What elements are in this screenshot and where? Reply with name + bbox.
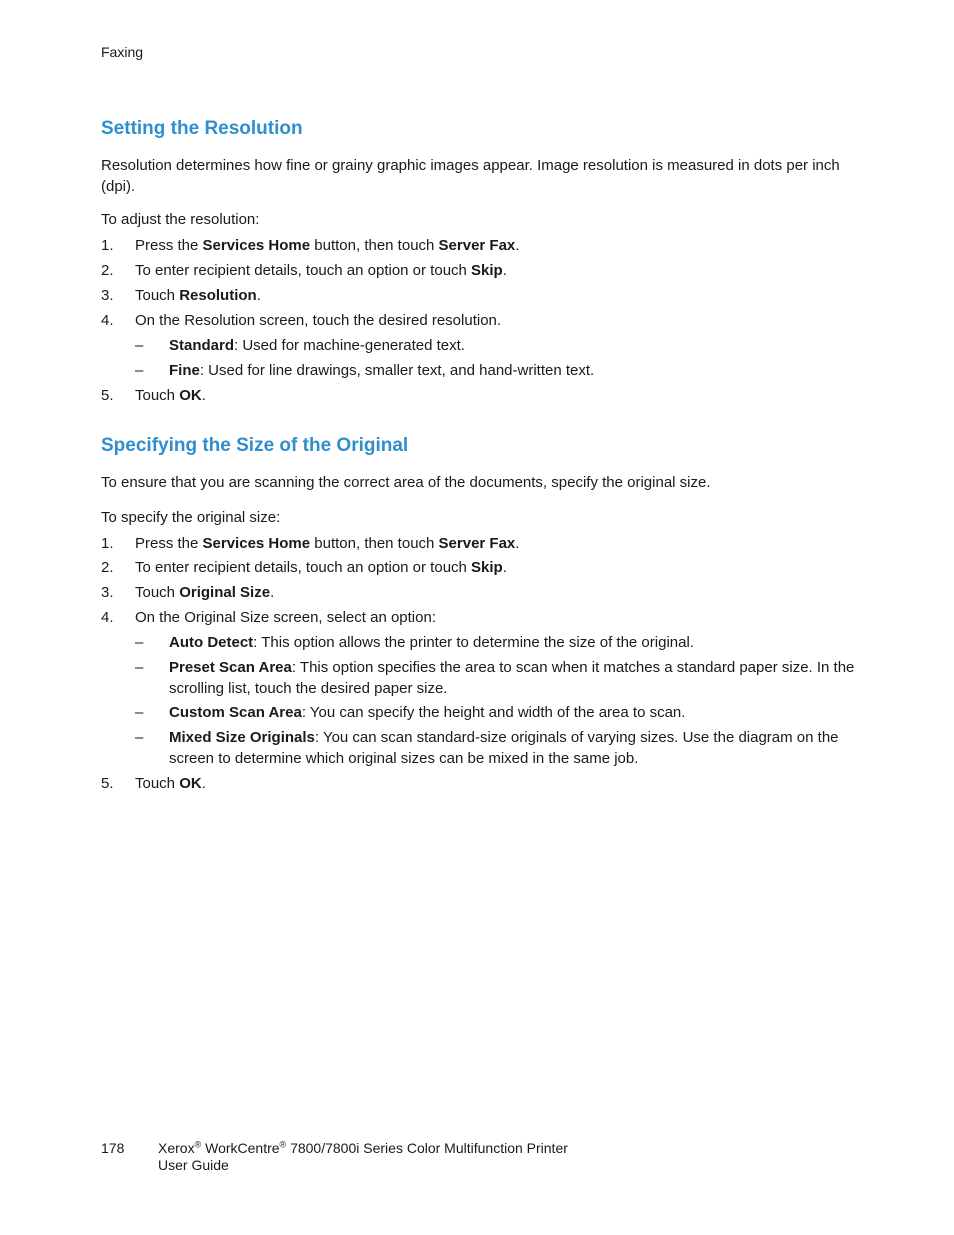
- registered-mark: ®: [279, 1139, 287, 1150]
- step-number: 2.: [101, 262, 114, 279]
- step-number: 1.: [101, 237, 114, 254]
- step-bold: Original Size: [179, 584, 271, 601]
- step-text: .: [256, 287, 261, 304]
- step-text: Press the: [135, 237, 203, 254]
- original-size-intro: To ensure that you are scanning the correct area of the documents, specify the original size.: [101, 474, 711, 491]
- step-text: button, then touch: [310, 535, 439, 552]
- step-text: Touch: [135, 584, 180, 601]
- step-text: .: [201, 387, 206, 404]
- section-title-original-size: Specifying the Size of the Original: [101, 435, 409, 456]
- step-bold: Services Home: [202, 237, 311, 254]
- option-desc: : This option specifies the area to scan when it matches a standard paper size. In the scrolling list, touch the desired paper size.: [169, 659, 855, 697]
- step-number: 2.: [101, 559, 114, 576]
- footer-doc-title: User Guide: [158, 1157, 229, 1173]
- option-desc: : This option allows the printer to determine the size of the original.: [253, 634, 694, 651]
- step-bold: OK: [179, 775, 202, 792]
- option-term: Fine: [169, 362, 200, 379]
- step-number: 5.: [101, 387, 114, 404]
- step-text: On the Resolution screen, touch the desired resolution.: [135, 312, 502, 329]
- dash-bullet: –: [135, 659, 144, 676]
- step-number: 3.: [101, 287, 114, 304]
- option-term: Standard: [169, 337, 235, 354]
- resolution-intro: Resolution determines how fine or grainy graphic images appear. Image resolution is measured in dots per inch (dpi).: [101, 157, 840, 195]
- step-text: Press the: [135, 535, 203, 552]
- option-desc: : Used for machine-generated text.: [234, 337, 465, 354]
- dash-bullet: –: [135, 362, 144, 379]
- step-text: On the Original Size screen, select an option:: [135, 609, 436, 626]
- step-text: .: [502, 262, 507, 279]
- step-bold: Resolution: [179, 287, 257, 304]
- step-text: .: [270, 584, 275, 601]
- option-desc: : You can specify the height and width of the area to scan.: [301, 704, 686, 721]
- footer-brand: Xerox: [158, 1140, 195, 1156]
- step-text: To enter recipient details, touch an option or touch: [135, 262, 472, 279]
- step-bold: Server Fax: [438, 237, 516, 254]
- step-text: Touch: [135, 387, 180, 404]
- running-header: Faxing: [101, 44, 144, 60]
- step-bold: OK: [179, 387, 202, 404]
- step-number: 4.: [101, 312, 114, 329]
- step-text: .: [515, 237, 520, 254]
- step-text: button, then touch: [310, 237, 439, 254]
- step-text: .: [201, 775, 206, 792]
- step-text: .: [502, 559, 507, 576]
- dash-bullet: –: [135, 337, 144, 354]
- step-text: Touch: [135, 775, 180, 792]
- step-text: To enter recipient details, touch an option or touch: [135, 559, 472, 576]
- step-number: 3.: [101, 584, 114, 601]
- step-number: 1.: [101, 535, 114, 552]
- dash-bullet: –: [135, 704, 144, 721]
- step-number: 4.: [101, 609, 114, 626]
- option-term: Mixed Size Originals: [169, 729, 315, 746]
- step-number: 5.: [101, 775, 114, 792]
- original-size-lead: To specify the original size:: [101, 509, 281, 526]
- option-desc: : You can scan standard-size originals of varying sizes. Use the diagram on the screen to determine which original sizes can be mixed in the same job.: [169, 729, 839, 767]
- option-desc: : Used for line drawings, smaller text, and hand-written text.: [199, 362, 595, 379]
- page-number: 178: [101, 1140, 125, 1156]
- footer-product: WorkCentre: [201, 1140, 280, 1156]
- option-term: Preset Scan Area: [169, 659, 292, 676]
- section-title-resolution: Setting the Resolution: [101, 118, 303, 139]
- step-text: Touch: [135, 287, 180, 304]
- registered-mark: ®: [194, 1139, 202, 1150]
- step-bold: Services Home: [202, 535, 311, 552]
- step-bold: Skip: [471, 559, 503, 576]
- resolution-lead: To adjust the resolution:: [101, 211, 260, 228]
- step-bold: Server Fax: [438, 535, 516, 552]
- step-bold: Skip: [471, 262, 503, 279]
- option-term: Auto Detect: [169, 634, 254, 651]
- footer-product-info: [158, 1140, 678, 1174]
- dash-bullet: –: [135, 729, 144, 746]
- footer-model: 7800/7800i Series Color Multifunction Printer: [286, 1140, 568, 1156]
- dash-bullet: –: [135, 634, 144, 651]
- step-text: .: [515, 535, 520, 552]
- option-term: Custom Scan Area: [169, 704, 302, 721]
